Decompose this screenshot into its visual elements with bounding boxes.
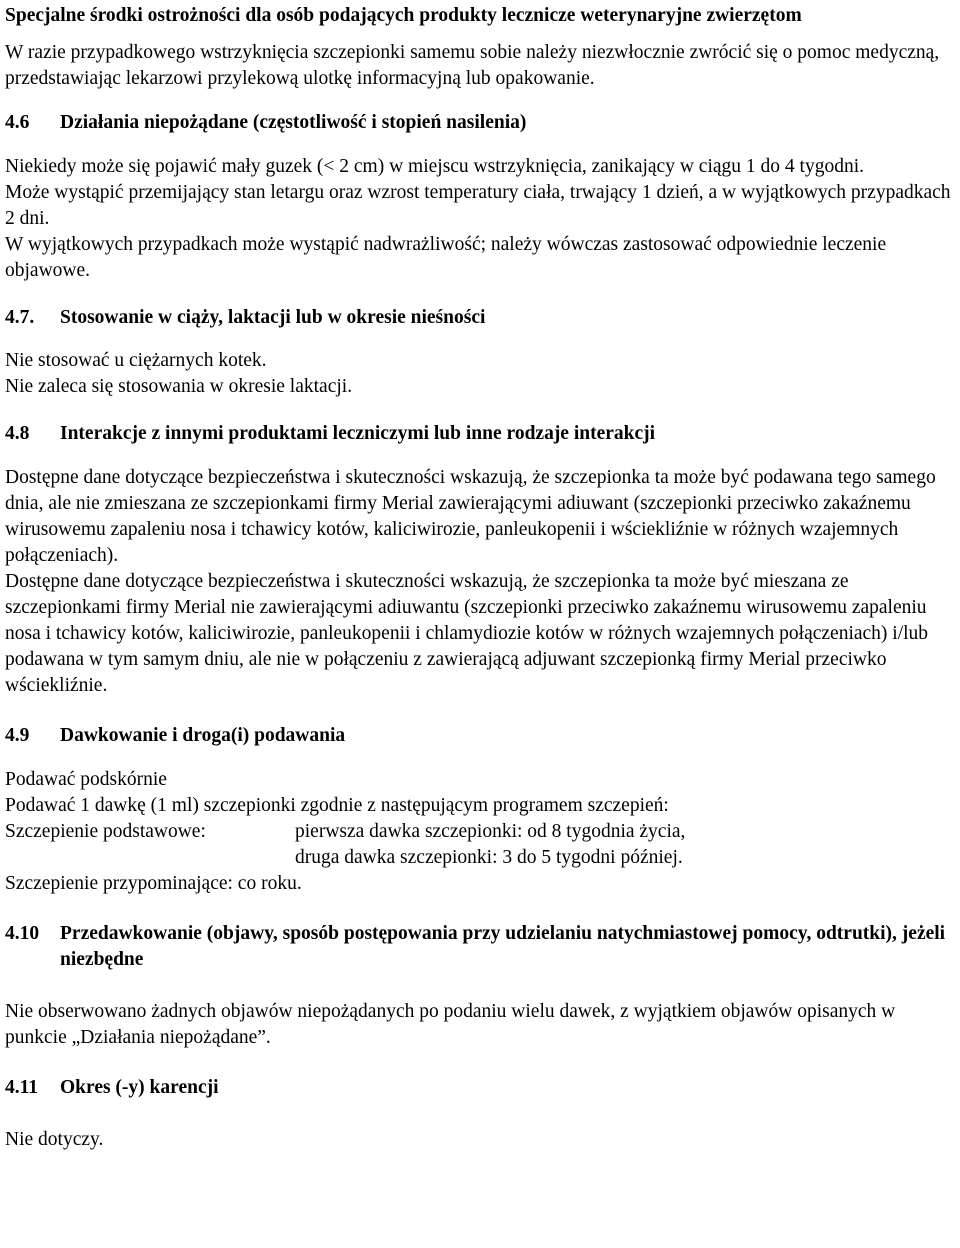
dose-row-primary [5, 819, 957, 845]
paragraph: Podawać podskórnie [5, 769, 167, 790]
spacer [5, 749, 957, 767]
section-number: 4.9 [5, 725, 30, 746]
spacer [5, 331, 957, 348]
section-heading-4-7 [5, 305, 957, 331]
section-number: 4.8 [5, 423, 30, 444]
section-title: Stosowanie w ciąży, laktacji lub w okresie nieśności [60, 307, 486, 328]
paragraph: W wyjątkowych przypadkach może wystąpić nadwrażliwość; należy wówczas zastosować odpowiednie leczenie objawowe. [5, 234, 887, 281]
special-precautions-paragraph: W razie przypadkowego wstrzyknięcia szczepionki samemu sobie należy niezwłocznie zwrócić się o pomoc medyczną, przedstawiając lekarzowi przylekową ulotkę informacyjną lub opakowanie. [5, 42, 940, 89]
dose-row-value: druga dawka szczepionki: 3 do 5 tygodni później. [295, 847, 683, 868]
spacer [5, 973, 957, 999]
spacer [5, 1101, 957, 1127]
section-number: 4.11 [5, 1077, 39, 1098]
paragraph: Może wystąpić przemijający stan letargu oraz wzrost temperatury ciała, trwający 1 dzień, a w wyjątkowych przypadkach 2 dni. [5, 182, 951, 229]
section-number: 4.6 [5, 112, 30, 133]
section-heading-4-8 [5, 421, 957, 447]
paragraph: Dostępne dane dotyczące bezpieczeństwa i skuteczności wskazują, że szczepionka ta może być mieszana ze szczepionkami firmy Merial nie zawierającymi adiuwantu (szczepionki przeciwko zakaźnemu wirusowemu zapaleniu nosa i tchawicy kotów, kaliciwirozie, panleukopenii i chlamydiozie kotów w różnych wzajemnych połączeniach) i/lub podawana w tym samym dniu, ale nie w połączeniu z zawierającą adjuwant szczepionką firmy Merial przeciwko wściekliźnie. [5, 571, 929, 696]
spacer [5, 699, 957, 723]
spacer [5, 284, 957, 305]
paragraph: Nie dotyczy. [5, 1129, 104, 1150]
paragraph: Nie obserwowano żadnych objawów niepożądanych po podaniu wielu dawek, z wyjątkiem objawów opisanych w punkcie „Działania niepożądane”. [5, 1001, 896, 1048]
dose-row-second [5, 845, 957, 871]
dose-row-label-empty [5, 845, 295, 871]
paragraph: Niekiedy może się pojawić mały guzek (< 2 cm) w miejscu wstrzyknięcia, zanikający w ciągu 1 do 4 tygodni. [5, 156, 864, 177]
section-title: Działania niepożądane (częstotliwość i stopień nasilenia) [60, 112, 527, 133]
spacer [5, 136, 957, 154]
paragraph: Nie stosować u ciężarnych kotek. [5, 350, 267, 371]
section-title: Dawkowanie i droga(i) podawania [60, 725, 346, 746]
spacer [5, 29, 957, 40]
paragraph: Podawać 1 dawkę (1 ml) szczepionki zgodnie z następującym programem szczepień: [5, 795, 669, 816]
section-heading-4-6 [5, 110, 957, 136]
section-heading-4-11 [5, 1075, 957, 1101]
spacer [5, 400, 957, 421]
spacer [5, 447, 957, 465]
section-title: Przedawkowanie (objawy, sposób postępowania przy udzielaniu natychmiastowej pomocy, odtrutki), jeżeli niezbędne [60, 923, 946, 970]
section-number: 4.7. [5, 307, 35, 328]
section-title: Interakcje z innymi produktami leczniczymi lub inne rodzaje interakcji [60, 423, 656, 444]
document-page [5, 0, 957, 1153]
spacer [5, 92, 957, 110]
section-title: Okres (-y) karencji [60, 1077, 219, 1098]
paragraph: Szczepienie przypominające: co roku. [5, 873, 302, 894]
spacer [5, 897, 957, 921]
dose-row-label: Szczepienie podstawowe: [5, 821, 206, 842]
dose-row-value: pierwsza dawka szczepionki: od 8 tygodnia życia, [295, 821, 686, 842]
paragraph: Dostępne dane dotyczące bezpieczeństwa i skuteczności wskazują, że szczepionka ta może być podawana tego samego dnia, ale nie zmieszana ze szczepionkami firmy Merial zawierającymi adiuwant (szczepionki przeciwko zakaźnemu wirusowemu zapaleniu nosa i tchawicy kotów, kaliciwirozie, panleukopenii i wściekliźnie w różnych wzajemnych połączeniach). [5, 467, 936, 566]
paragraph: Nie zaleca się stosowania w okresie laktacji. [5, 376, 353, 397]
spacer [5, 1051, 957, 1075]
section-heading-4-9 [5, 723, 957, 749]
section-heading-4-10 [5, 921, 957, 973]
special-precautions-heading: Specjalne środki ostrożności dla osób podających produkty lecznicze weterynaryjne zwierzętom [5, 5, 802, 26]
section-number: 4.10 [5, 923, 40, 944]
